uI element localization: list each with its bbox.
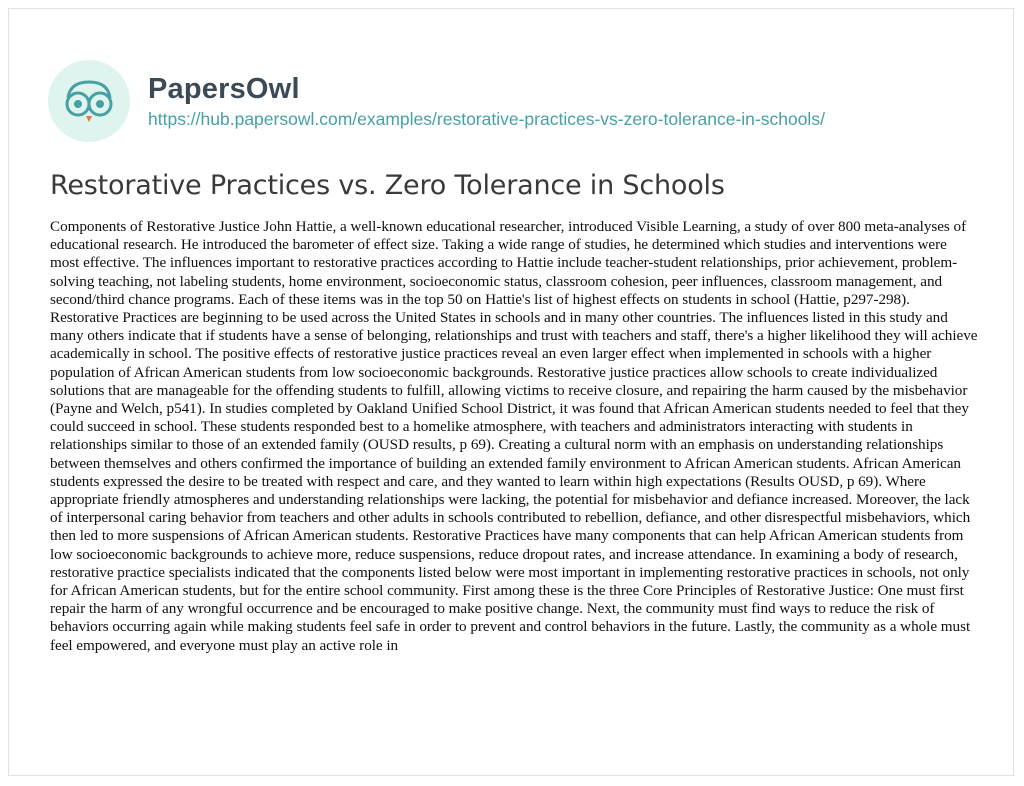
source-url-link[interactable]: https://hub.papersowl.com/examples/restorative-practices-vs-zero-tolerance-in-schools/ — [148, 109, 825, 129]
brand-header — [48, 60, 825, 142]
document-body: Components of Restorative Justice John Hattie, a well-known educational researcher, introduced Visible Learning, a study of over 800 meta-analyses of educational research. He introduced the barometer of effect size. Taking a wide range of studies, he determined which studies and interventions were most effective. The influences important to restorative practices according to Hattie include teacher-student relationships, prior achievement, problem-solving teaching, not labeling students, home environment, socioeconomic status, classroom cohesion, peer influences, classroom management, and second/third chance programs. Each of these items was in the top 50 on Hattie's list of highest effects on students in school (Hattie, p297-298). Restorative Practices are beginning to be used across the United States in schools and in many other countries. The influences listed in this study and many others indicate that if students have a sense of belonging, relationships and trust with teachers and staff, there's a higher likelihood they will achieve academically in school. The positive effects of restorative justice practices reveal an even larger effect when implemented in schools with a higher population of African American students from low socioeconomic backgrounds. Restorative justice practices allow schools to create individualized solutions that are manageable for the offending students to fulfill, allowing victims to receive closure, and repairing the harm caused by the misbehavior (Payne and Welch, p541). In studies completed by Oakland Unified School District, it was found that African American students needed to feel that they could succeed in school. These students responded best to a homelike atmosphere, with teachers and administrators interacting with students in relationships similar to those of an extended family (OUSD results, p 69). Creating a cultural norm with an emphasis on understanding relationships between themselves and others confirmed the importance of building an extended family environment to African American students. African American students expressed the desire to be treated with respect and care, and they wanted to learn within high expectations (Results OUSD, p 69). Where appropriate friendly atmospheres and understanding relationships were lacking, the potential for misbehavior and defiance increased. Moreover, the lack of interpersonal caring behavior from teachers and other adults in schools contributed to rebellion, defiance, and other disrespectful misbehaviors, which then led to more suspensions of African American students. Restorative Practices have many components that can help African American students from low socioeconomic backgrounds to achieve more, reduce suspensions, reduce dropout rates, and increase attendance. In examining a body of research, restorative practice specialists indicated that the components listed below were most important in implementing restorative practices in schools, not only for African American students, but for the entire school community. First among these is the three Core Principles of Restorative Justice: One must first repair the harm of any wrongful occurrence and be encouraged to make positive change. Next, the community must find ways to reduce the risk of behaviors occurring again while making students feel safe in order to prevent and control behaviors in the future. Lastly, the community as a whole must feel empowered, and everyone must play an active role in — [50, 218, 978, 654]
document-title: Restorative Practices vs. Zero Tolerance in Schools — [50, 170, 725, 201]
owl-logo-icon — [48, 60, 130, 142]
brand-name: PapersOwl — [148, 73, 300, 105]
